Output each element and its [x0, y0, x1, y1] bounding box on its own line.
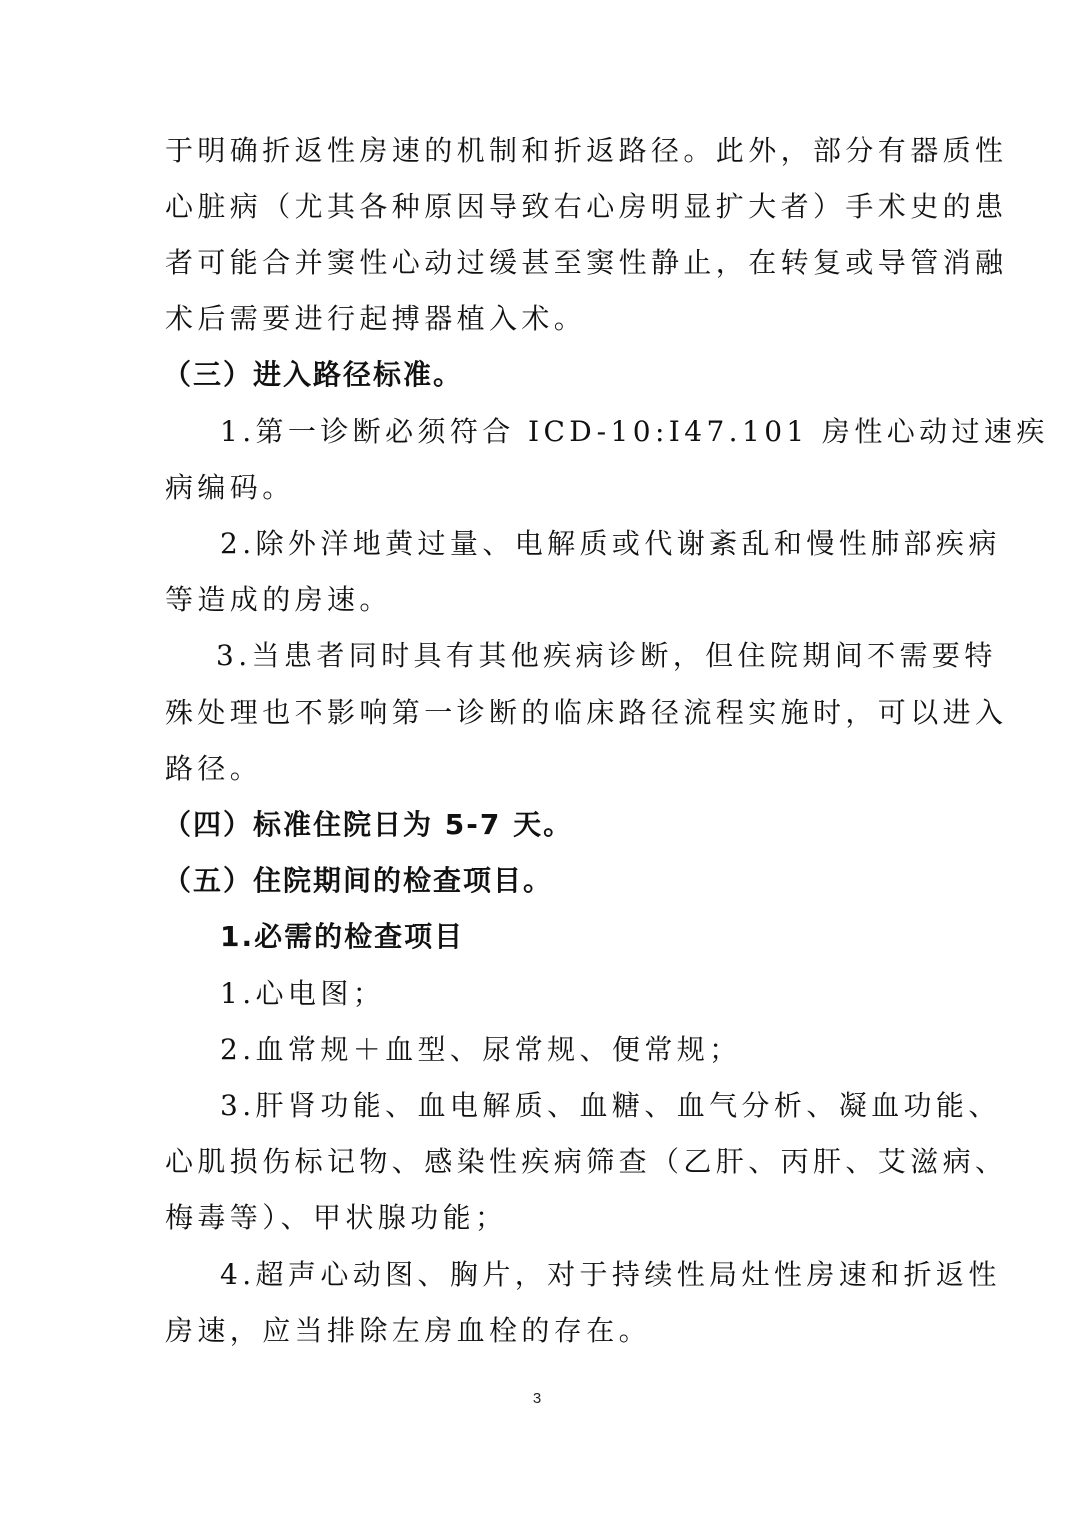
list-item: 3.肝肾功能、血电解质、血糖、血气分析、凝血功能、	[220, 1089, 1001, 1122]
section-heading-hospital-stay: （四）标准住院日为 5-7 天。	[163, 808, 574, 841]
list-item-continuation: 路径。	[165, 752, 263, 785]
list-item: 4.超声心动图、胸片，对于持续性局灶性房速和折返性	[220, 1258, 1001, 1291]
list-item: 1.第一诊断必须符合 ICD-10:I47.101 房性心动过速疾	[220, 415, 1049, 448]
list-item-continuation: 病编码。	[165, 471, 295, 504]
paragraph-line: 者可能合并窦性心动过缓甚至窦性静止，在转复或导管消融	[165, 246, 1008, 279]
section-heading-entry-criteria: （三）进入路径标准。	[163, 358, 464, 391]
subsection-heading-required-exams: 1.必需的检查项目	[220, 920, 465, 953]
list-item-continuation: 房速，应当排除左房血栓的存在。	[165, 1314, 652, 1347]
list-item-continuation: 心肌损伤标记物、感染性疾病筛查（乙肝、丙肝、艾滋病、	[165, 1145, 1008, 1178]
list-item-continuation: 殊处理也不影响第一诊断的临床路径流程实施时，可以进入	[165, 696, 1008, 729]
section-heading-exams: （五）住院期间的检查项目。	[163, 864, 554, 897]
list-item: 3.当患者同时具有其他疾病诊断，但住院期间不需要特	[216, 639, 997, 672]
paragraph-line: 于明确折返性房速的机制和折返路径。此外，部分有器质性	[165, 134, 1008, 167]
list-item: 2.血常规＋血型、尿常规、便常规；	[220, 1033, 742, 1066]
list-item: 1.心电图；	[220, 977, 386, 1010]
list-item-continuation: 梅毒等）、甲状腺功能；	[165, 1201, 508, 1234]
list-item-continuation: 等造成的房速。	[165, 583, 392, 616]
paragraph-line: 心脏病（尤其各种原因导致右心房明显扩大者）手术史的患	[165, 190, 1008, 223]
page-number: 3	[532, 1390, 542, 1407]
list-item: 2.除外洋地黄过量、电解质或代谢紊乱和慢性肺部疾病	[220, 527, 1001, 560]
paragraph-line: 术后需要进行起搏器植入术。	[165, 302, 587, 335]
